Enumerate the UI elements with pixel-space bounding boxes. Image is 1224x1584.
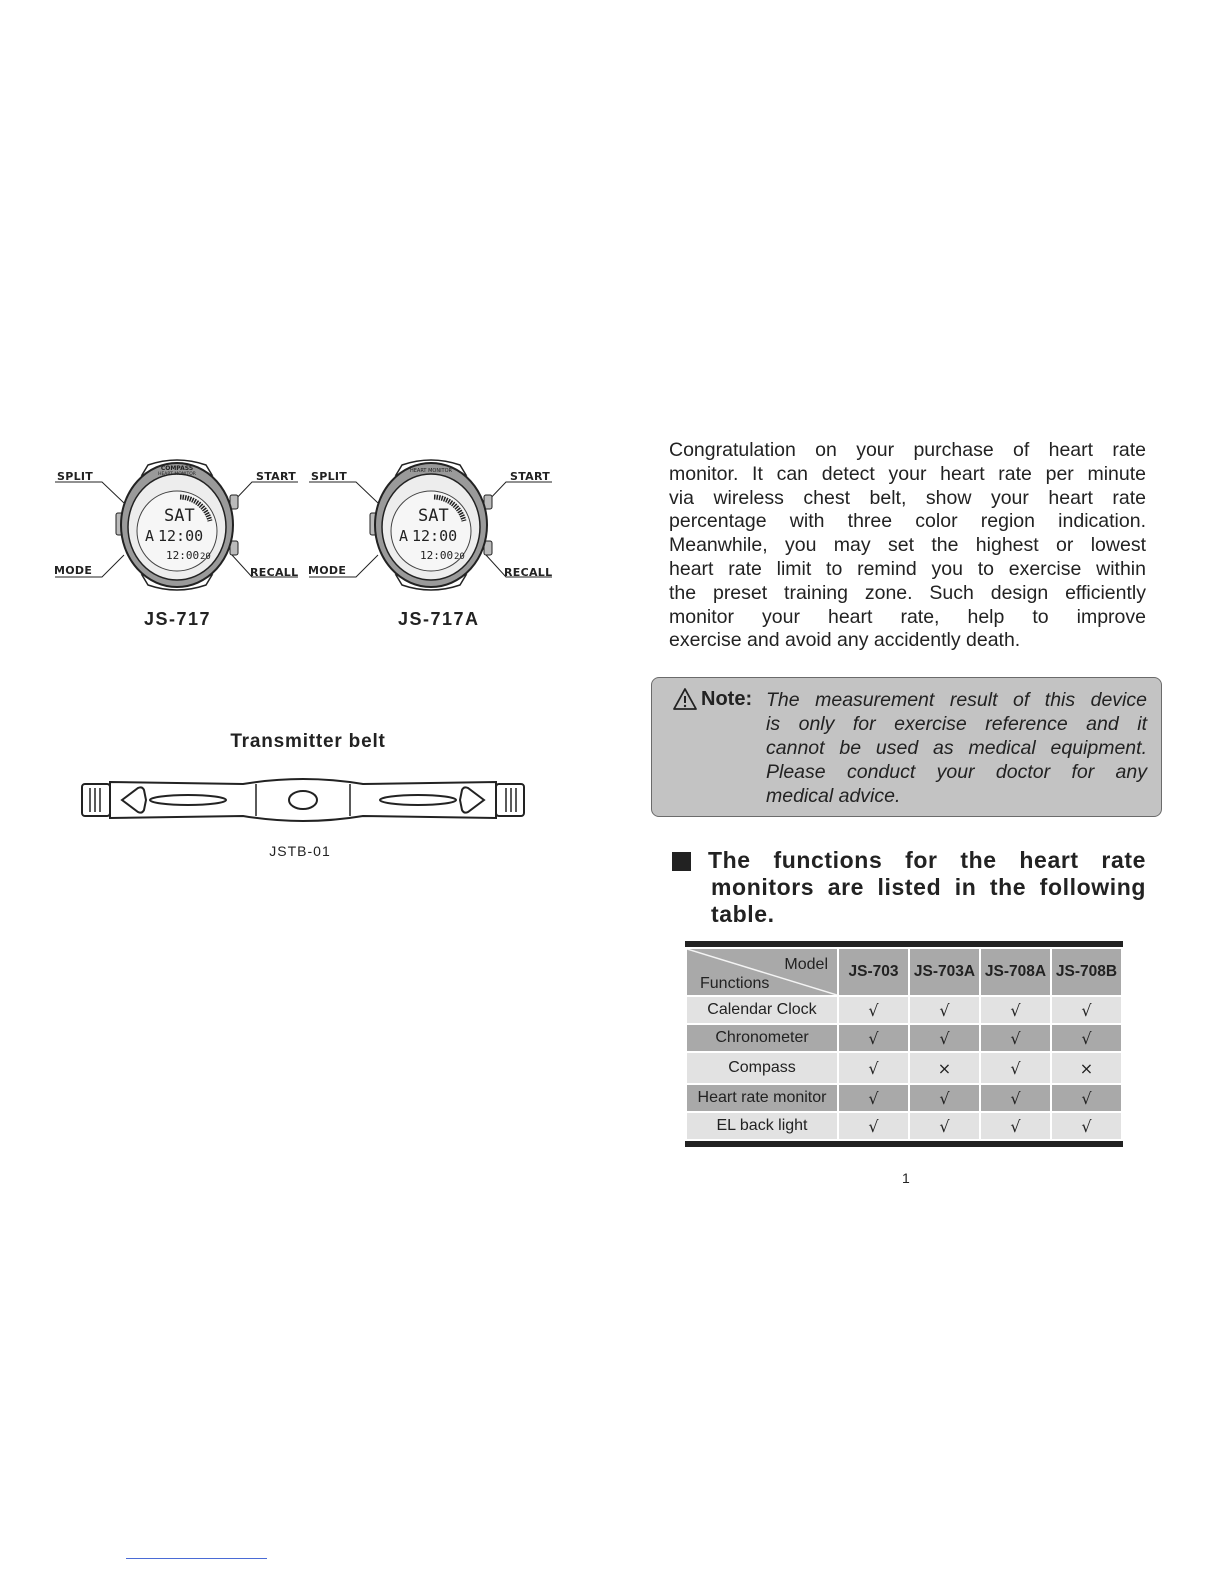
table-cell: √ <box>1051 996 1122 1024</box>
corner-functions-label: Functions <box>700 975 770 992</box>
table-cell: √ <box>838 1024 909 1052</box>
heading-line: monitors are listed in the following <box>711 874 1146 900</box>
intro-line: Meanwhile, you may set the highest or lowest <box>669 534 1146 557</box>
table-row <box>686 1052 1122 1084</box>
row-label: Calendar Clock <box>686 996 838 1024</box>
display-alarm: A <box>399 527 409 545</box>
table-cell: √ <box>980 996 1051 1024</box>
table-row <box>686 1024 1122 1052</box>
note-line: is only for exercise reference and it <box>766 713 1147 735</box>
display-time: 12:00 <box>158 527 204 545</box>
row-label: Chronometer <box>686 1024 838 1052</box>
column-header: JS-703A <box>909 948 980 996</box>
split-label: SPLIT <box>57 470 94 483</box>
table-cell: √ <box>1051 1084 1122 1112</box>
heading-line: table. <box>711 901 775 927</box>
table-cell: √ <box>909 1112 980 1140</box>
display-small-time: 12:00 <box>166 549 200 562</box>
face-brand-text: HEART MONITOR <box>409 468 453 474</box>
table-row <box>686 1084 1122 1112</box>
table-cell: × <box>909 1052 980 1084</box>
start-label: START <box>510 470 551 483</box>
recall-label: RECALL <box>250 566 299 579</box>
mode-label: MODE <box>308 564 347 577</box>
display-seconds: 20 <box>200 552 211 562</box>
table-cell: √ <box>980 1024 1051 1052</box>
display-small-time: 12:00 <box>420 549 454 562</box>
model-label: JS-717 <box>144 609 212 629</box>
note-line: The measurement result of this device <box>766 689 1147 711</box>
intro-line: Congratulation on your purchase of heart rate <box>669 439 1146 461</box>
display-day: SAT <box>418 506 449 526</box>
heading-line: The functions for the heart rate <box>708 847 1146 873</box>
table-cell: √ <box>909 1084 980 1112</box>
intro-line: via wireless chest belt, show your heart rate <box>669 486 1146 509</box>
note-line: Please conduct your doctor for any <box>766 761 1147 783</box>
table-cell: √ <box>980 1084 1051 1112</box>
table-header-row <box>686 948 1122 996</box>
column-header: JS-708B <box>1051 948 1122 996</box>
intro-line: monitor your heart rate, help to improve <box>669 605 1146 628</box>
table-corner-cell <box>686 948 838 996</box>
table-cell: √ <box>838 1112 909 1140</box>
table-cell: √ <box>1051 1112 1122 1140</box>
face-sub-text: HEART MONITOR <box>158 472 196 477</box>
watch-illustration <box>52 455 302 595</box>
note-label: Note: <box>701 688 753 710</box>
model-label: JS-717A <box>398 609 480 629</box>
display-time: 12:00 <box>412 527 458 545</box>
table-cell: √ <box>909 1024 980 1052</box>
functions-table <box>685 941 1123 1147</box>
table-cell: √ <box>838 996 909 1024</box>
note-text <box>766 688 1147 808</box>
page-number: 1 <box>902 1170 910 1186</box>
table-cell: × <box>1051 1052 1122 1084</box>
recall-label: RECALL <box>504 566 553 579</box>
split-label: SPLIT <box>311 470 348 483</box>
intro-line: exercise and avoid any accidently death. <box>669 629 1021 652</box>
column-header: JS-703 <box>838 948 909 996</box>
table-cell: √ <box>1051 1024 1122 1052</box>
belt-title: Transmitter belt <box>230 731 386 752</box>
display-seconds: 20 <box>454 552 465 562</box>
row-label: Compass <box>686 1052 838 1084</box>
table-row <box>686 1112 1122 1140</box>
table-cell: √ <box>838 1084 909 1112</box>
transmitter-belt-illustration <box>78 772 528 828</box>
column-header: JS-708A <box>980 948 1051 996</box>
display-day: SAT <box>164 506 195 526</box>
footer-rule <box>126 1558 267 1559</box>
mode-label: MODE <box>54 564 93 577</box>
table-cell: √ <box>909 996 980 1024</box>
intro-line: percentage with three color region indication. <box>669 510 1146 533</box>
table-cell: √ <box>980 1112 1051 1140</box>
display-alarm: A <box>145 527 155 545</box>
row-label: Heart rate monitor <box>686 1084 838 1112</box>
square-bullet-icon <box>672 852 691 871</box>
intro-line: heart rate limit to remind you to exercise within <box>669 557 1146 580</box>
intro-line: monitor. It can detect your heart rate per minute <box>669 462 1146 485</box>
row-label: EL back light <box>686 1112 838 1140</box>
face-brand-text: COMPASS <box>160 465 194 472</box>
corner-model-label: Model <box>784 956 828 973</box>
intro-line: the preset training zone. Such design efficiently <box>669 581 1146 604</box>
note-box <box>651 677 1162 817</box>
section-heading <box>708 847 1146 928</box>
warning-icon <box>672 687 698 711</box>
table-cell: √ <box>838 1052 909 1084</box>
table-cell: √ <box>980 1052 1051 1084</box>
note-line: cannot be used as medical equipment. <box>766 737 1147 759</box>
table-row <box>686 996 1122 1024</box>
watch-illustration <box>306 455 556 595</box>
belt-model-code: JSTB-01 <box>269 843 331 859</box>
start-label: START <box>256 470 297 483</box>
note-line: medical advice. <box>766 785 901 807</box>
intro-paragraph <box>669 439 1146 653</box>
